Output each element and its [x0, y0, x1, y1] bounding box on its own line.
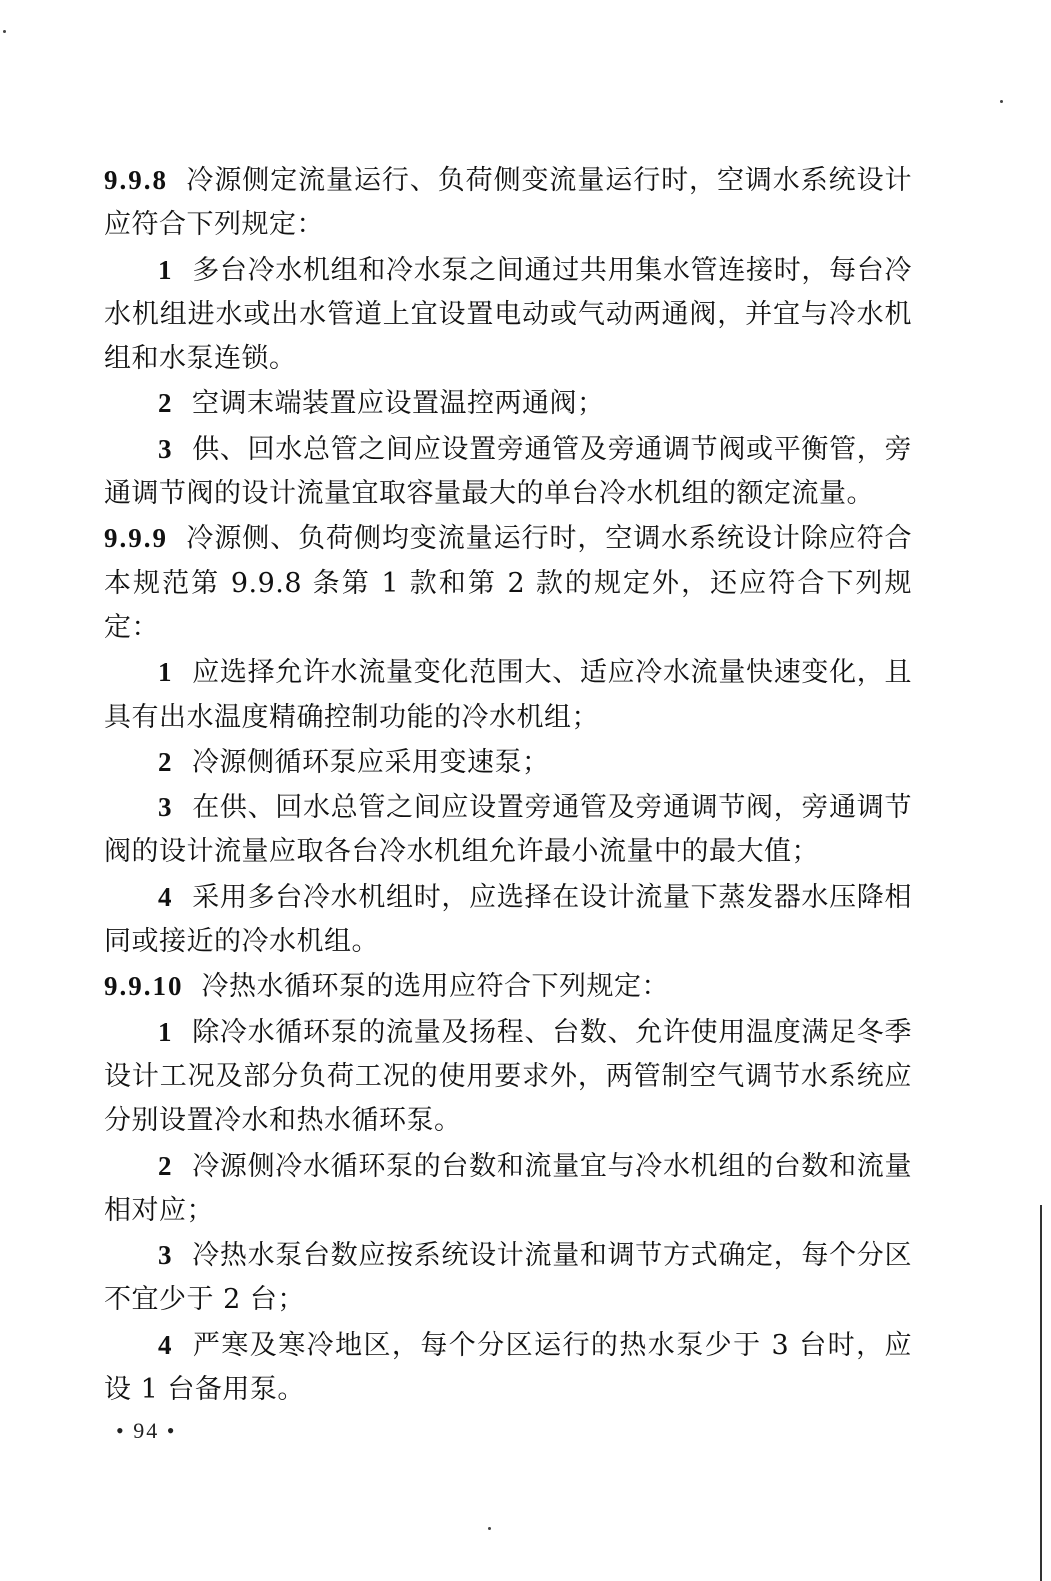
clause-number: 9.9.9: [104, 523, 168, 554]
clause-9-9-10: [104, 964, 912, 1009]
list-item: [104, 248, 912, 382]
item-text: 多台冷水机组和冷水泵之间通过共用集水管连接时，每台冷水机组进水或出水管道上宜设置电动或气动两通阀，并宜与冷水机组和水泵连锁。: [104, 254, 912, 375]
list-item: [104, 381, 912, 426]
list-item: [104, 427, 912, 517]
item-text: 供、回水总管之间应设置旁通管及旁通调节阀或平衡管，旁通调节阀的设计流量宜取容量最大的单台冷水机组的额定流量。: [104, 433, 912, 510]
clause-number: 9.9.8: [104, 165, 168, 195]
scan-edge-line: [1040, 1205, 1042, 1581]
item-number: 1: [158, 254, 172, 285]
item-number: 4: [158, 1329, 172, 1360]
list-item: [104, 785, 912, 875]
list-item: [104, 875, 912, 965]
item-text: 采用多台冷水机组时，应选择在设计流量下蒸发器水压降相同或接近的冷水机组。: [104, 881, 912, 958]
clause-9-9-9: [104, 516, 912, 650]
page-number: • 94 •: [116, 1418, 177, 1443]
clause-9-9-8: [104, 158, 912, 248]
item-number: 2: [158, 1150, 172, 1181]
list-item: [104, 1144, 912, 1234]
item-text: 空调末端装置应设置温控两通阀；: [192, 388, 605, 420]
item-number: 3: [158, 792, 172, 823]
item-number: 3: [158, 433, 172, 464]
item-text: 应选择允许水流量变化范围大、适应冷水流量快速变化，且具有出水温度精确控制功能的冷水机组；: [104, 657, 912, 733]
scan-speck: [488, 1527, 491, 1530]
item-text: 冷热水泵台数应按系统设计流量和调节方式确定，每个分区不宜少于 2 台；: [104, 1240, 912, 1316]
clause-text: 冷源侧、负荷侧均变流量运行时，空调水系统设计除应符合本规范第 9.9.8 条第 1 款和第 2 款的规定外，还应符合下列规定：: [104, 523, 912, 643]
item-number: 2: [158, 746, 172, 777]
item-text: 严寒及寒冷地区，每个分区运行的热水泵少于 3 台时，应设 1 台备用泵。: [104, 1329, 912, 1406]
list-item: [104, 740, 912, 785]
clause-text: 冷源侧定流量运行、负荷侧变流量运行时，空调水系统设计应符合下列规定：: [104, 165, 912, 241]
list-item: [104, 650, 912, 740]
list-item: [104, 1233, 912, 1323]
list-item: [104, 1010, 912, 1144]
item-number: 2: [158, 388, 172, 419]
item-text: 冷源侧冷水循环泵的台数和流量宜与冷水机组的台数和流量相对应；: [104, 1150, 912, 1226]
item-text: 除冷水循环泵的流量及扬程、台数、允许使用温度满足冬季设计工况及部分负荷工况的使用要求外，两管制空气调节水系统应分别设置冷水和热水循环泵。: [104, 1016, 912, 1137]
item-number: 1: [158, 657, 172, 688]
item-number: 4: [158, 881, 172, 912]
item-text: 在供、回水总管之间应设置旁通管及旁通调节阀，旁通调节阀的设计流量应取各台冷水机组允许最小流量中的最大值；: [104, 792, 912, 868]
scan-speck: [1000, 100, 1003, 103]
scan-speck: [3, 30, 6, 33]
body-text: [104, 158, 912, 1412]
list-item: [104, 1323, 912, 1413]
clause-text: 冷热水循环泵的选用应符合下列规定：: [201, 971, 669, 1003]
item-text: 冷源侧循环泵应采用变速泵；: [192, 746, 550, 778]
clause-number: 9.9.10: [104, 971, 184, 1002]
item-number: 1: [158, 1016, 172, 1047]
item-number: 3: [158, 1240, 172, 1271]
